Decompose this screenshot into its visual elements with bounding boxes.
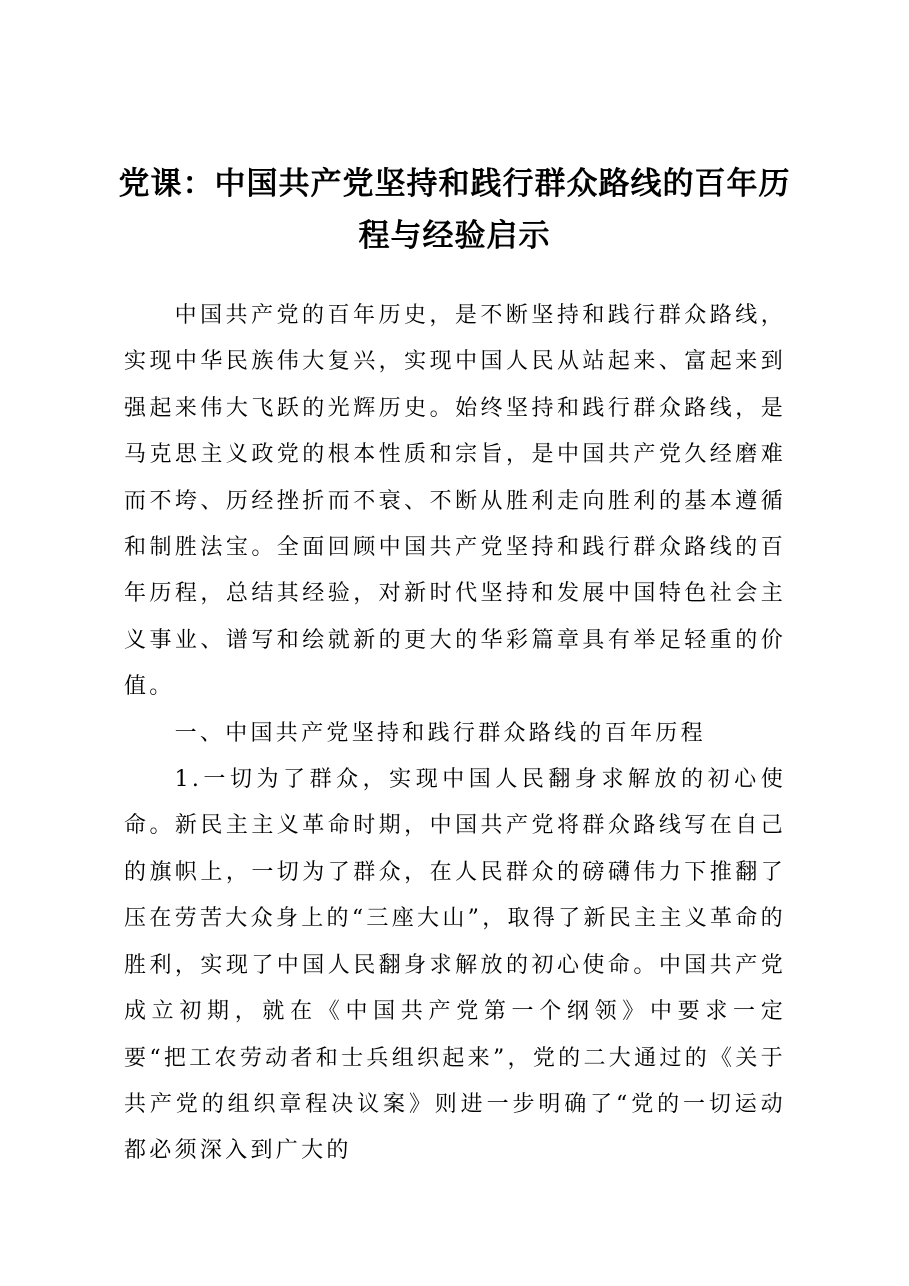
document-title: 党课：中国共产党坚持和践行群众路线的百年历程与经验启示 [118, 166, 791, 254]
intro-paragraph: 中国共产党的百年历史，是不断坚持和践行群众路线，实现中华民族伟大复兴，实现中国人民从站起来、富起来到强起来伟大飞跃的光辉历史。始终坚持和践行群众路线，是马克思主义政党的根本性质和宗旨，是中国共产党久经磨难而不垮、历经挫折而不衰、不断从胜利走向胜利的基本遵循和制胜法宝。全面回顾中国共产党坚持和践行群众路线的百年历程，总结其经验，对新时代坚持和发展中国特色社会主义事业、谱写和绘就新的更大的华彩篇章具有举足轻重的价值。 [124, 303, 786, 700]
document-body [124, 293, 786, 1175]
section-paragraph: 1.一切为了群众，实现中国人民翻身求解放的初心使命。新民主主义革命时期，中国共产党将群众路线写在自己的旗帜上，一切为了群众，在人民群众的磅礴伟力下推翻了压在劳苦大众身上的“三座大山”，取得了新民主主义革命的胜利，实现了中国人民翻身求解放的初心使命。中国共产党成立初期，就在《中国共产党第一个纲领》中要求一定要“把工农劳动者和士兵组织起来”，党的二大通过的《关于共产党的组织章程决议案》则进一步明确了“党的一切运动都必须深入到广大的 [124, 767, 786, 1164]
section-heading: 一、中国共产党坚持和践行群众路线的百年历程 [174, 720, 706, 746]
